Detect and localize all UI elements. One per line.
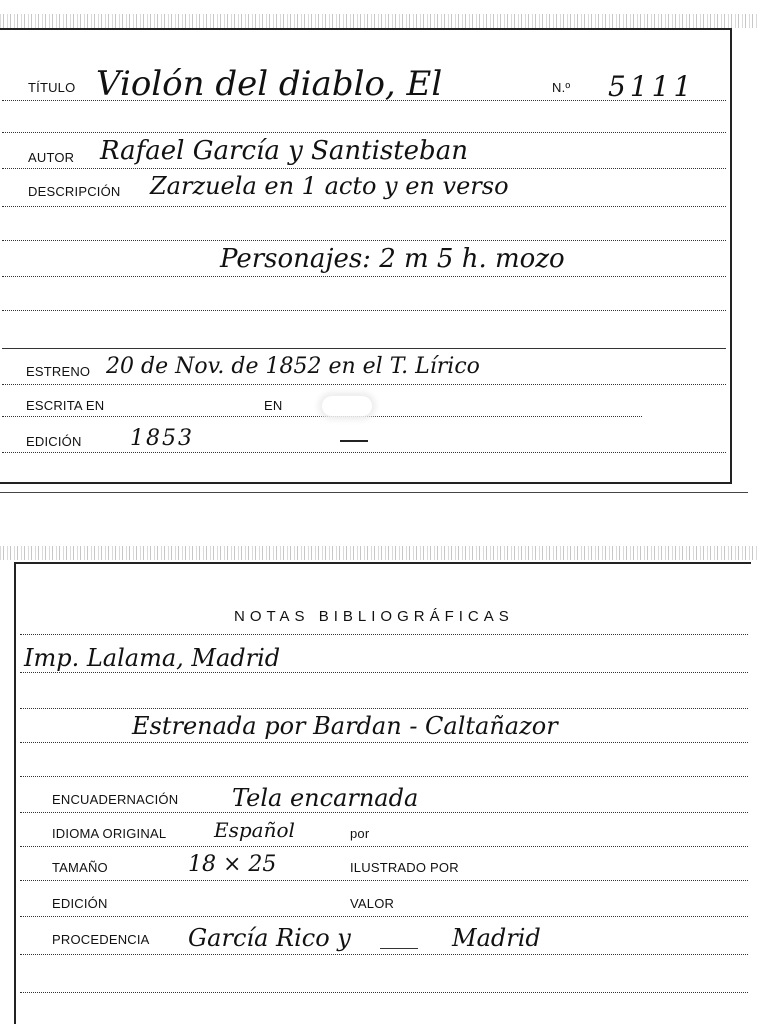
- notas-line-2: Estrenada por Bardan - Caltañazor: [132, 712, 558, 740]
- encuadernacion-value: Tela encarnada: [232, 784, 419, 812]
- edicion-value: 1853: [130, 426, 194, 451]
- line-encuadernacion: [20, 812, 748, 813]
- line-procedencia: [20, 954, 748, 955]
- notas-line-1: Imp. Lalama, Madrid: [24, 644, 281, 672]
- descripcion-label: DESCRIPCIÓN: [28, 184, 121, 199]
- idioma-label: IDIOMA ORIGINAL: [52, 826, 167, 841]
- edicion-label-2: EDICIÓN: [52, 896, 108, 911]
- en-label: EN: [264, 398, 283, 413]
- estreno-value: 20 de Nov. de 1852 en el T. Lírico: [106, 354, 480, 379]
- card-separator-line: [0, 492, 748, 493]
- line-escrita: [2, 416, 642, 417]
- descripcion-value: Zarzuela en 1 acto y en verso: [150, 172, 509, 200]
- blank-mark: [380, 948, 418, 949]
- catalog-card-main: [0, 28, 732, 484]
- idioma-value: Español: [214, 818, 295, 842]
- line-tamano: [20, 880, 748, 881]
- line-edicion-2: [20, 916, 748, 917]
- procedencia-label: PROCEDENCIA: [52, 932, 150, 947]
- estreno-label: ESTRENO: [26, 364, 91, 379]
- line-edicion: [2, 452, 726, 453]
- autor-label: AUTOR: [28, 150, 75, 165]
- autor-value: Rafael García y Santisteban: [100, 136, 468, 166]
- section-divider: [2, 348, 726, 349]
- tamano-value: 18 × 25: [188, 852, 277, 877]
- line-notas-blank: [20, 708, 748, 709]
- numero-label: N.º: [552, 80, 571, 95]
- notas-title: NOTAS BIBLIOGRÁFICAS: [234, 608, 514, 625]
- line-autor: [2, 168, 726, 169]
- scan-smudge: [322, 396, 372, 416]
- scan-noise-top: [0, 14, 759, 28]
- por-label: por: [350, 826, 370, 841]
- line-notas-2: [20, 742, 748, 743]
- escrita-label: ESCRITA EN: [26, 398, 105, 413]
- line-notas-1: [20, 672, 748, 673]
- catalog-card-notes: [14, 562, 751, 1024]
- titulo-value: Violón del diablo, El: [96, 64, 443, 104]
- line-estreno: [2, 384, 726, 385]
- procedencia-value: García Rico y: [188, 924, 351, 952]
- edicion-label: EDICIÓN: [26, 434, 82, 449]
- line-idioma: [20, 846, 748, 847]
- personajes-value: Personajes: 2 m 5 h. mozo: [220, 244, 565, 274]
- numero-value: 5111: [608, 70, 696, 103]
- line-personajes: [2, 276, 726, 277]
- titulo-label: TÍTULO: [28, 80, 76, 95]
- scan-noise-middle: [0, 546, 759, 560]
- procedencia-city: Madrid: [452, 924, 541, 952]
- dash-mark: [340, 440, 368, 442]
- valor-label: VALOR: [350, 896, 395, 911]
- line-titulo: [2, 100, 726, 101]
- encuadernacion-label: ENCUADERNACIÓN: [52, 792, 179, 807]
- ilustrado-label: ILUSTRADO POR: [350, 860, 459, 875]
- line-blank-2: [2, 240, 726, 241]
- line-blank-1: [2, 132, 726, 133]
- line-notas-title: [20, 634, 748, 635]
- line-blank-bottom: [20, 992, 748, 993]
- line-notas-3: [20, 776, 748, 777]
- line-descripcion: [2, 206, 726, 207]
- tamano-label: TAMAÑO: [52, 860, 108, 875]
- line-blank-3: [2, 310, 726, 311]
